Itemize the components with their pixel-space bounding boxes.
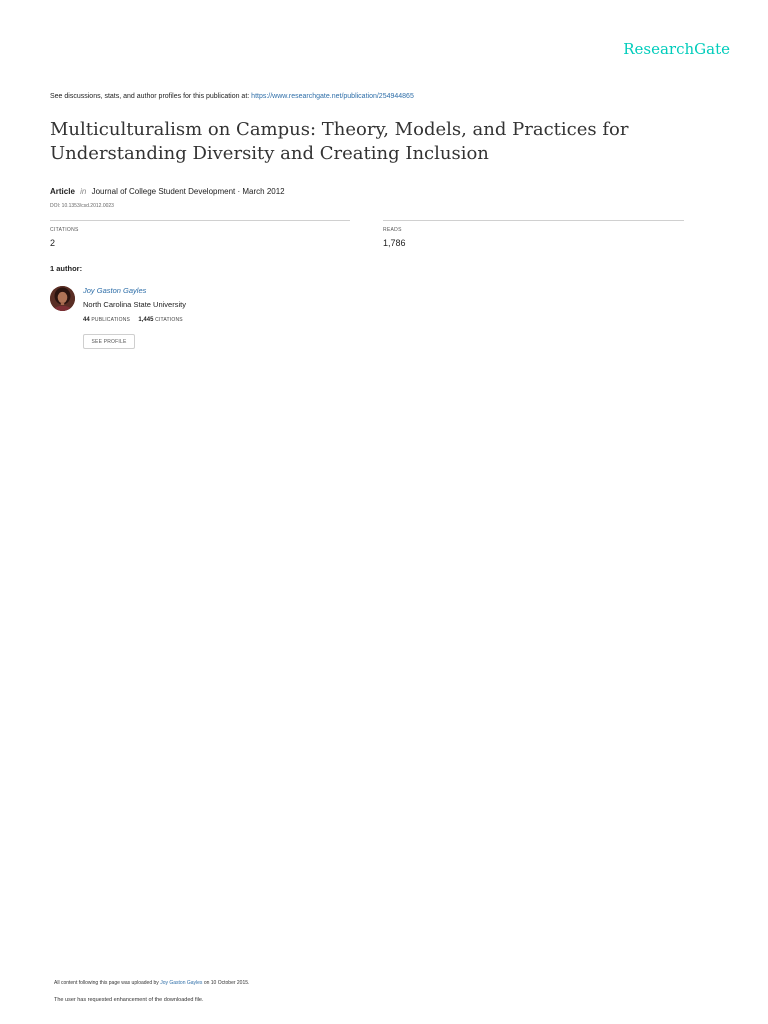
authors-count: 1 author: [50,264,83,273]
author-affiliation: North Carolina State University [83,300,186,309]
footer-upload-note [54,980,249,986]
upload-prefix: All content following this page was uploaded by [54,980,161,986]
uploader-link[interactable]: Joy Gaston Gayles [160,980,203,986]
see-profile-button[interactable]: SEE PROFILE [83,334,135,349]
citations-label: CITATIONS [50,227,79,233]
publication-title: Multiculturalism on Campus: Theory, Models, and Practices for Understanding Diversity and Creating Inclusion [50,119,629,164]
citations-stat [50,220,350,248]
reads-label: READS [383,227,402,233]
upload-suffix: on 10 October 2015. [202,980,250,986]
author-name-link[interactable]: Joy Gaston Gayles [83,286,147,295]
publication-meta [50,187,285,196]
author-publications-count: 44 [83,317,90,323]
publication-in-word: in [80,187,87,196]
discussion-prefix: See discussions, stats, and author profiles for this publication at: [50,93,252,100]
author-stats [83,317,183,323]
reads-value: 1,786 [383,238,406,248]
author-avatar[interactable] [50,286,75,311]
journal-name: Journal of College Student Development · March 2012 [91,187,285,196]
reads-stat [383,220,684,248]
footer-request-note: The user has requested enhancement of the downloaded file. [54,997,204,1003]
publication-type: Article [50,187,75,196]
publication-url-link[interactable]: https://www.researchgate.net/publication/254944865 [251,93,414,100]
researchgate-logo[interactable]: ResearchGate [623,40,730,58]
author-citations-label: CITATIONS [155,317,183,323]
author-publications-label: PUBLICATIONS [91,317,131,323]
doi-text: DOI: 10.1353/csd.2012.0023 [50,203,114,209]
author-citations-count: 1,445 [138,317,154,323]
avatar-portrait-icon [50,286,75,311]
citations-value: 2 [50,238,56,248]
discussion-line [50,93,414,100]
